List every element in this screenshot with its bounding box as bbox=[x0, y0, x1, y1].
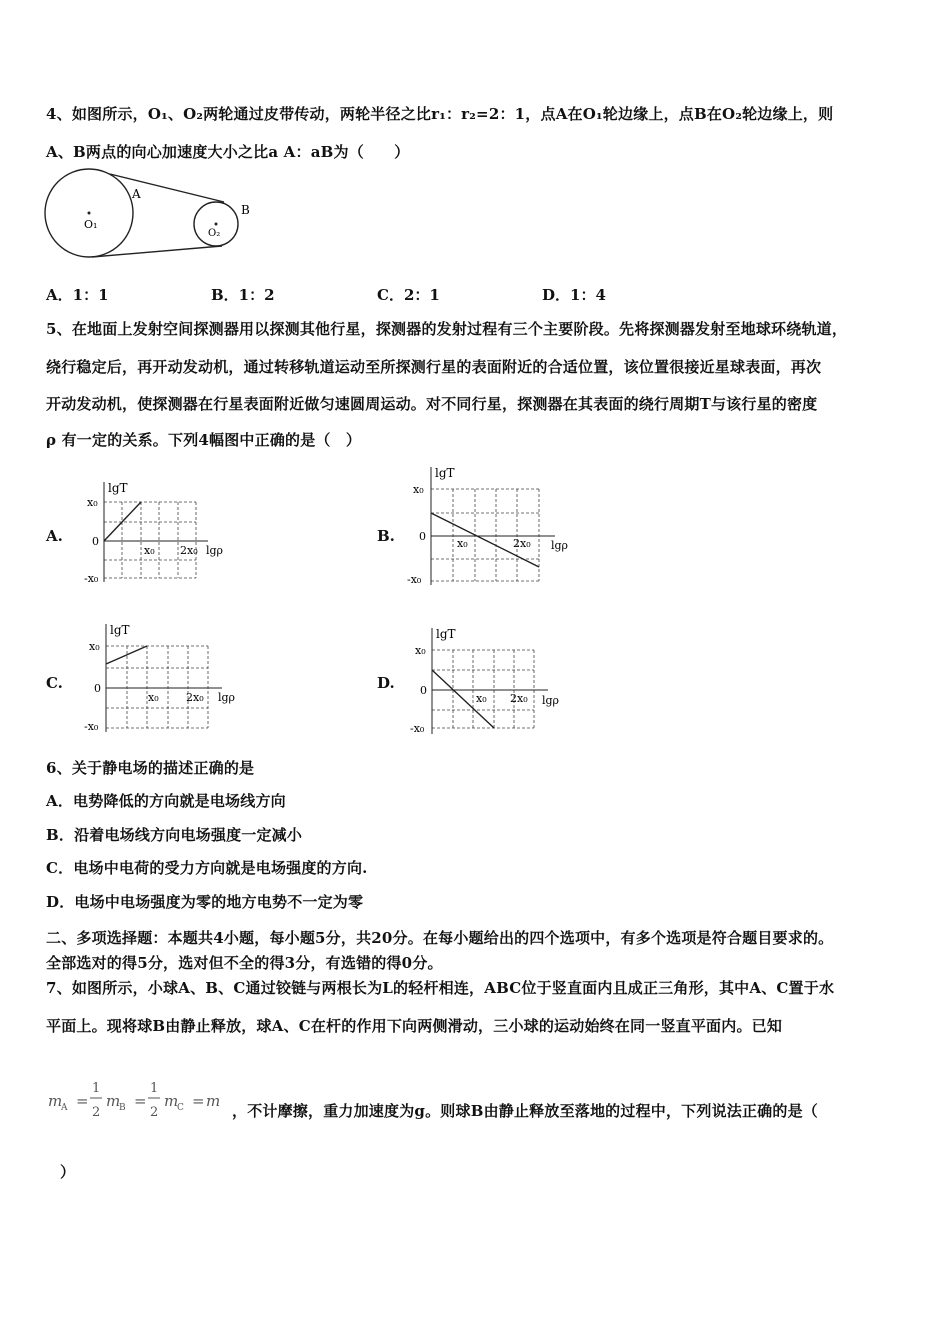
svg-text:B: B bbox=[119, 1103, 126, 1113]
svg-text:lgT: lgT bbox=[108, 481, 128, 495]
svg-text:x₀: x₀ bbox=[415, 644, 426, 657]
q6-option-a: A．电势降低的方向就是电场线方向 bbox=[46, 792, 286, 810]
graph-d bbox=[410, 624, 570, 740]
q6-option-b: B．沿着电场线方向电场强度一定减小 bbox=[46, 826, 303, 844]
svg-text:m: m bbox=[106, 1092, 121, 1110]
q4-option-a: A．1：1 bbox=[46, 286, 109, 304]
svg-text:=: = bbox=[134, 1092, 147, 1110]
label-a: A bbox=[132, 187, 141, 201]
graph-a bbox=[84, 478, 234, 586]
graph-d-label: D. bbox=[377, 674, 395, 692]
svg-text:1: 1 bbox=[92, 1081, 101, 1096]
svg-text:A: A bbox=[61, 1103, 68, 1113]
svg-text:lgρ: lgρ bbox=[542, 694, 560, 707]
svg-text:x₀: x₀ bbox=[144, 544, 155, 557]
svg-text:-x₀: -x₀ bbox=[84, 572, 99, 585]
svg-text:2x₀: 2x₀ bbox=[180, 544, 198, 557]
svg-text:C: C bbox=[177, 1103, 184, 1113]
q7-stem-line4: ） bbox=[60, 1163, 76, 1181]
q7-stem-line1: 7、如图所示，小球A、B、C通过铰链与两根长为L的轻杆相连，ABC位于竖直面内且成正三角形，其中A、C置于水 bbox=[46, 979, 835, 997]
svg-text:1: 1 bbox=[150, 1081, 159, 1096]
graph-a-line bbox=[104, 502, 141, 541]
section2-line2: 全部选对的得5分，选对但不全的得3分，有选错的得0分。 bbox=[46, 954, 443, 972]
svg-text:x₀: x₀ bbox=[148, 691, 159, 704]
svg-text:x₀: x₀ bbox=[476, 692, 487, 705]
q5-stem-line3: 开动发动机，使探测器在行星表面附近做匀速圆周运动。对不同行星，探测器在其表面的绕行周期T与该行星的密度 bbox=[46, 395, 818, 413]
svg-text:lgT: lgT bbox=[436, 627, 456, 641]
q4-option-b: B．1：2 bbox=[211, 286, 275, 304]
svg-text:=: = bbox=[76, 1092, 89, 1110]
svg-text:x₀: x₀ bbox=[89, 640, 100, 653]
svg-text:-x₀: -x₀ bbox=[410, 722, 425, 735]
q7-stem-line3: ，不计摩擦，重力加速度为g。则球B由静止释放至落地的过程中，下列说法正确的是（ bbox=[232, 1102, 818, 1120]
svg-text:lgρ: lgρ bbox=[206, 544, 224, 557]
q6-option-d: D．电场中电场强度为零的地方电势不一定为零 bbox=[46, 893, 364, 911]
svg-text:m: m bbox=[206, 1092, 221, 1110]
svg-text:x₀: x₀ bbox=[413, 483, 424, 496]
section2-line1: 二、多项选择题：本题共4小题，每小题5分，共20分。在每小题给出的四个选项中，有多个选项是符合题目要求的。 bbox=[46, 929, 834, 947]
graph-a-label: A. bbox=[46, 527, 63, 545]
graph-b bbox=[405, 463, 580, 587]
svg-text:lgρ: lgρ bbox=[551, 539, 569, 552]
graph-b-label: B. bbox=[377, 527, 395, 545]
svg-text:0: 0 bbox=[419, 530, 426, 543]
svg-text:m: m bbox=[164, 1092, 179, 1110]
svg-text:=: = bbox=[192, 1092, 205, 1110]
q5-stem-line2: 绕行稳定后，再开动发动机，通过转移轨道运动至所探测行星的表面附近的合适位置，该位置很接近星球表面，再次 bbox=[46, 358, 822, 376]
svg-text:2x₀: 2x₀ bbox=[510, 692, 528, 705]
svg-text:lgρ: lgρ bbox=[218, 691, 236, 704]
belt-top bbox=[110, 174, 224, 202]
svg-text:lgT: lgT bbox=[435, 466, 455, 480]
svg-text:lgT: lgT bbox=[110, 623, 130, 637]
q6-stem: 6、关于静电场的描述正确的是 bbox=[46, 759, 255, 777]
q6-option-c: C．电场中电荷的受力方向就是电场强度的方向. bbox=[46, 859, 368, 877]
svg-text:x₀: x₀ bbox=[87, 496, 98, 509]
q4-option-d: D．1：4 bbox=[542, 286, 606, 304]
svg-text:-x₀: -x₀ bbox=[407, 573, 422, 586]
svg-text:m: m bbox=[48, 1092, 63, 1110]
label-b: B bbox=[241, 203, 250, 217]
svg-text:2: 2 bbox=[150, 1105, 159, 1120]
svg-text:-x₀: -x₀ bbox=[84, 720, 99, 733]
svg-text:2: 2 bbox=[92, 1105, 101, 1120]
q5-stem-line4: ρ 有一定的关系。下列4幅图中正确的是（ ） bbox=[46, 431, 362, 449]
svg-text:0: 0 bbox=[420, 684, 427, 697]
svg-text:x₀: x₀ bbox=[457, 537, 468, 550]
svg-text:0: 0 bbox=[94, 682, 101, 695]
svg-text:0: 0 bbox=[92, 535, 99, 548]
svg-text:2x₀: 2x₀ bbox=[186, 691, 204, 704]
label-o2: O₂ bbox=[208, 228, 221, 239]
svg-text:2x₀: 2x₀ bbox=[513, 537, 531, 550]
q5-stem-line1: 5、在地面上发射空间探测器用以探测其他行星，探测器的发射过程有三个主要阶段。先将探测器发射至地球环绕轨道， bbox=[46, 320, 848, 338]
label-o1: O₁ bbox=[84, 218, 98, 231]
mass-formula bbox=[46, 1076, 231, 1126]
q4-stem-line1: 4、如图所示，O₁、O₂两轮通过皮带传动，两轮半径之比r₁：r₂=2：1，点A在O₁轮边缘上，点B在O₂轮边缘上，则 bbox=[46, 105, 834, 123]
belt-pulley-figure bbox=[44, 168, 264, 264]
graph-c-line bbox=[106, 646, 147, 664]
graph-c-label: C. bbox=[46, 674, 63, 692]
q7-stem-line2: 平面上。现将球B由静止释放，球A、C在杆的作用下向两侧滑动，三小球的运动始终在同一竖直平面内。已知 bbox=[46, 1017, 783, 1035]
graph-c bbox=[84, 620, 244, 736]
q4-stem-line2: A、B两点的向心加速度大小之比a A：aB为（ ） bbox=[46, 143, 410, 161]
q4-option-c: C．2：1 bbox=[377, 286, 440, 304]
